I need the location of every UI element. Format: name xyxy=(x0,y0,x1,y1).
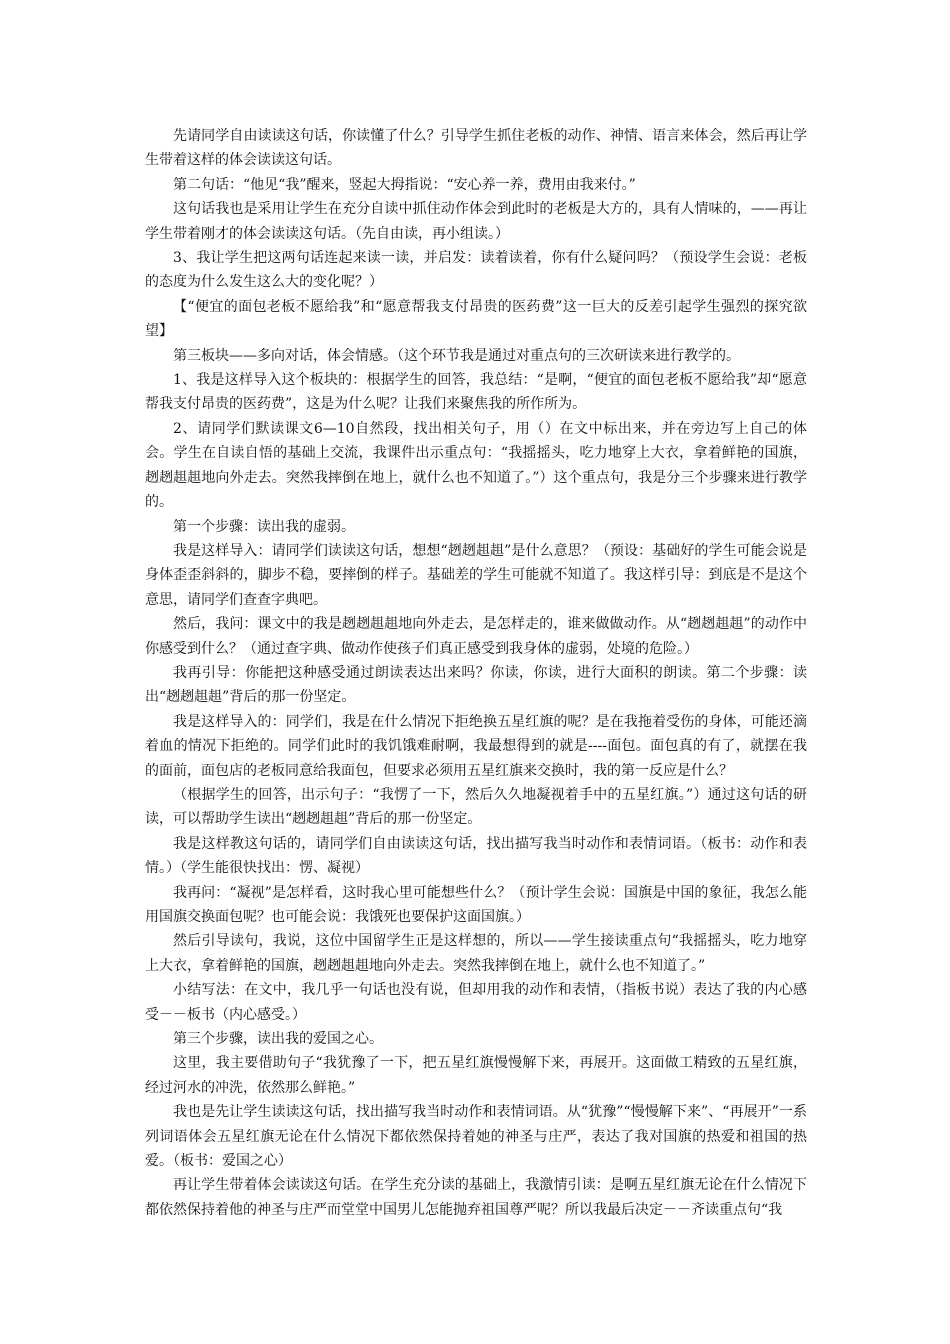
paragraph-18: 小结写法：在文中，我几乎一句话也没有说，但却用我的动作和表情，（指板书说）表达了我的内心感受－－板书（内心感受。） xyxy=(145,982,807,1023)
paragraph-13: 我是这样导入的：同学们，我是在什么情况下拒绝换五星红旗的呢？是在我拖着受伤的身体，可能还滴着血的情况下拒绝的。同学们此时的我饥饿难耐啊，我最想得到的就是----面包。面包真的有了，就摆在我的面前，面包店的老板同意给我面包，但要求必须用五星红旗来交换时，我的第一反应是什么？ xyxy=(145,713,807,779)
paragraph-4: 3、我让学生把这两句话连起来读一读，并启发：读着读着，你有什么疑问吗？（预设学生会说：老板的态度为什么发生这么大的变化呢？） xyxy=(145,250,807,291)
paragraph-3: 这句话我也是采用让学生在充分自读中抓住动作体会到此时的老板是大方的，具有人情味的，——再让学生带着刚才的体会读读这句话。（先自由读，再小组读。） xyxy=(145,201,807,242)
paragraph-19: 第三个步骤，读出我的爱国之心。 xyxy=(173,1031,383,1048)
paragraph-14: （根据学生的回答，出示句子：“我愣了一下，然后久久地凝视着手中的五星红旗。”）通过这句话的研读，可以帮助学生读出“趔趔趄趄”背后的那一份坚定。 xyxy=(145,786,807,828)
paragraph-8: 2、请同学们默读课文6—10自然段，找出相关句子，用（）在文中标出来，并在旁边写上自己的体会。学生在自读自悟的基础上交流，我课件出示重点句：“我摇摇头，吃力地穿上大衣，拿着鲜艳的国旗，趔趔趄趄地向外走去。突然我摔倒在地上，就什么也不知道了。”）这个重点句，我是分三个步骤来进行教学的。 xyxy=(145,420,807,511)
paragraph-17: 然后引导读句，我说，这位中国留学生正是这样想的，所以——学生接读重点句“我摇摇头，吃力地穿上大衣，拿着鲜艳的国旗，趔趔趄趄地向外走去。突然我摔倒在地上，就什么也不知道了。” xyxy=(145,933,807,974)
paragraph-6: 第三板块——多向对话，体会情感。（这个环节我是通过对重点句的三次研读来进行教学的。 xyxy=(173,347,740,364)
paragraph-16: 我再问：“凝视”是怎样看，这时我心里可能想些什么？（预计学生会说：国旗是中国的象征，我怎么能用国旗交换面包呢？也可能会说：我饿死也要保护这面国旗。） xyxy=(145,884,807,925)
paragraph-11: 然后，我问：课文中的我是趔趔趄趄地向外走去，是怎样走的，谁来做做动作。从“趔趔趄趄”的动作中你感受到什么？（通过查字典、做动作使孩子们真正感受到我身体的虚弱，处境的危险。） xyxy=(145,616,807,657)
paragraph-22: 再让学生带着体会读读这句话。在学生充分读的基础上，我激情引读：是啊五星红旗无论在什么情况下都依然保持着他的神圣与庄严而堂堂中国男儿怎能抛弃祖国尊严呢？所以我最后决定－－齐读重点句“我 xyxy=(145,1177,807,1218)
paragraph-20: 这里，我主要借助句子“我犹豫了一下，把五星红旗慢慢解下来，再展开。这面做工精致的五星红旗，经过河水的冲洗，依然那么鲜艳。” xyxy=(145,1055,807,1096)
paragraph-12: 我再引导：你能把这种感受通过朗读表达出来吗？你读，你读，进行大面积的朗读。第二个步骤：读出“趔趔趄趄”背后的那一份坚定。 xyxy=(145,664,807,706)
document-body xyxy=(145,124,807,1222)
paragraph-9: 第一个步骤：读出我的虚弱。 xyxy=(173,518,355,535)
paragraph-5: 【“便宜的面包老板不愿给我”和“愿意帮我支付昂贵的医药费”这一巨大的反差引起学生强烈的探究欲望】 xyxy=(145,298,807,340)
paragraph-21: 我也是先让学生读读这句话，找出描写我当时动作和表情词语。从“犹豫”“慢慢解下来”、“再展开”一系列词语体会五星红旗无论在什么情况下都依然保持着她的神圣与庄严，表达了我对国旗的热爱和祖国的热爱。（板书：爱国之心） xyxy=(145,1104,807,1170)
paragraph-2: 第二句话：“他见“我”醒来，竖起大拇指说：“安心养一养，费用由我来付。” xyxy=(173,176,636,193)
paragraph-10: 我是这样导入：请同学们读读这句话，想想“趔趔趄趄”是什么意思？（预设：基础好的学生可能会说是身体歪歪斜斜的，脚步不稳，要摔倒的样子。基础差的学生可能就不知道了。我这样引导：到底是不是这个意思，请同学们查查字典吧。 xyxy=(145,542,807,608)
paragraph-7: 1、我是这样导入这个板块的：根据学生的回答，我总结：“是啊，“便宜的面包老板不愿给我”却“愿意帮我支付昂贵的医药费”，这是为什么呢？让我们来聚焦我的所作所为。 xyxy=(145,372,807,413)
paragraph-15: 我是这样教这句话的，请同学们自由读读这句话，找出描写我当时动作和表情词语。（板书：动作和表情。）（学生能很快找出：愣、凝视） xyxy=(145,835,807,877)
paragraph-1: 先请同学自由读读这句话，你读懂了什么？引导学生抓住老板的动作、神情、语言来体会，然后再让学生带着这样的体会读读这句话。 xyxy=(145,128,807,169)
